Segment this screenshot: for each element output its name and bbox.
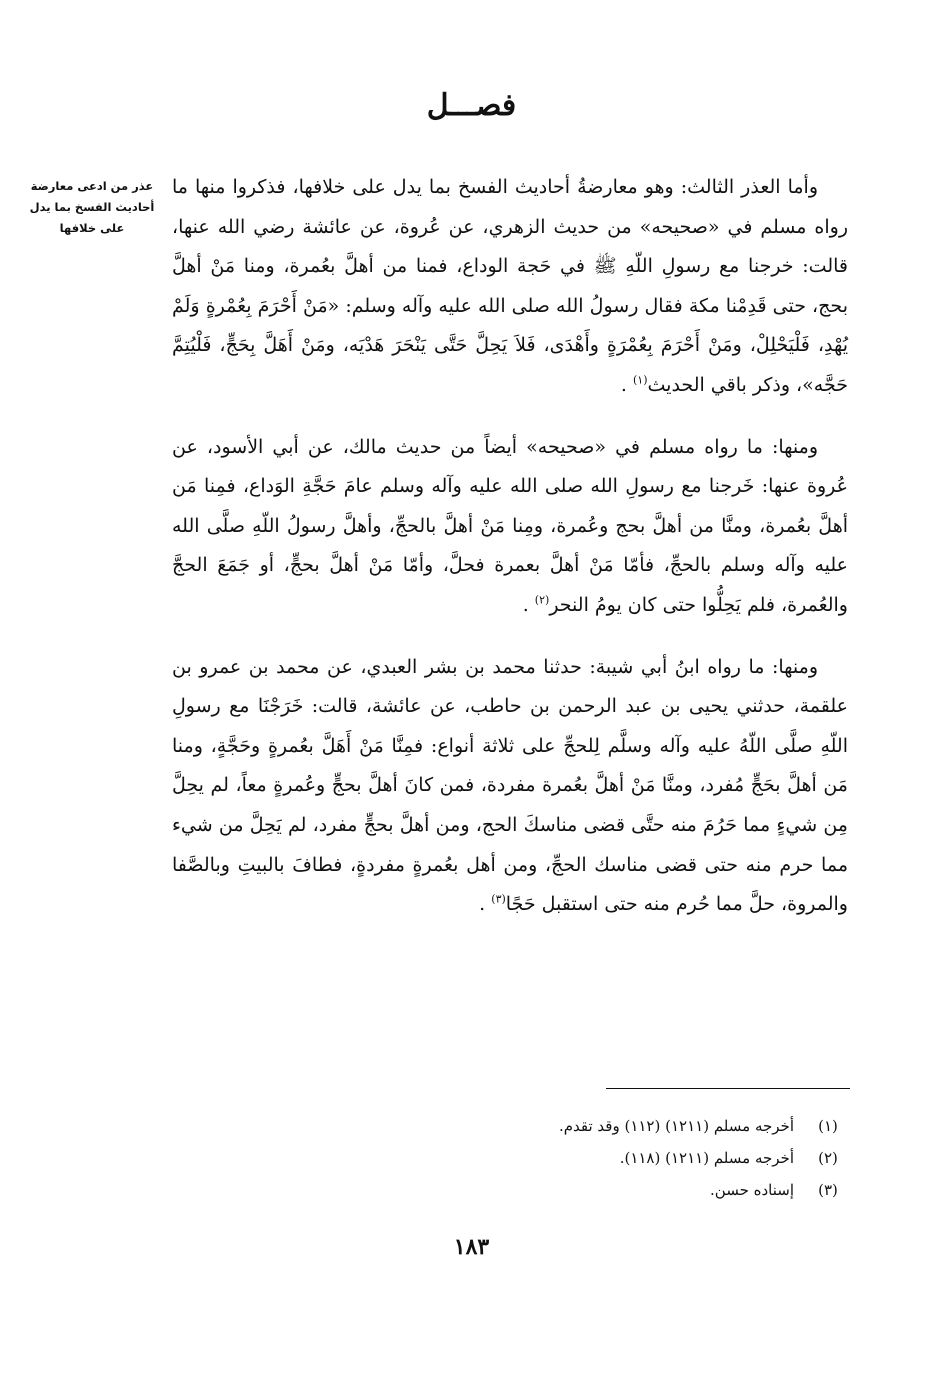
paragraph-text: ومنها: ما رواه ابنُ أبي شيبة: حدثنا محمد بن بشر العبدي، عن محمد بن عمرو بن علقمة، حدثني يحيى بن عبد الرحمن بن حاطب، عن عائشة، قالت: خَرَجْنَا مع رسولِ اللّهِ صلَّى اللّهُ عليه وآله وسلَّم لِلحجِّ على ثلاثة أنواع: فمِنَّا مَنْ أَهَلَّ بعُمرةٍ وحَجَّةٍ، ومنا مَن أهلَّ بحَجٍّ مُفرد، ومنَّا مَنْ أهلَّ بعُمرة مفردة، فمن كانَ أهلَّ بحجٍّ وعُمرةٍ معاً، لم يحِلَّ مِن شيءٍ مما حَرُمَ منه حتَّى قضى مناسكَ الحج، ومن أهلَّ بحجٍّ مفرد، لم يَحِلَّ من شيء مما حرم منه حتى قضى مناسك الحجِّ، ومن أهل بعُمرةٍ مفردةٍ، فطافَ بالبيتِ وبالصَّفا والمروة، حلَّ مما حُرم منه حتى استقبل حَجًا [172, 655, 848, 916]
footnote-number: (١) [818, 1117, 838, 1135]
footnote [172, 1142, 848, 1174]
footnote [172, 1174, 848, 1206]
footnote-text: أخرجه مسلم (١٢١١) (١١٢) وقد تقدم. [558, 1117, 794, 1135]
paragraph: ومنها: ما رواه مسلم في «صحيحه» أيضاً من حديث مالك، عن أبي الأسود، عن عُروة عنها: خَرجنا مع رسولِ الله صلى الله عليه وآله وسلم عامَ حَجَّةِ الوَداع، فمِنا مَن أهلَّ بعُمرة، ومنَّا من أهلَّ بحج وعُمرة، ومِنا مَنْ أهلَّ بالحجِّ، وأهلَّ رسولُ اللّهِ صلَّى الله عليه وآله وسلم بالحجِّ، فأمّا مَنْ أهلَّ بعمرة فحلَّ، وأمّا مَنْ أهلَّ بحجٍّ، أو جَمَعَ الحجَّ والعُمرة، فلم يَحِلُّوا حتى كان يومُ النحر$^{(٢)}$ . [172, 435, 848, 616]
paragraph: وأما العذر الثالث: وهو معارضةُ أحاديث الفسخ بما يدل على خلافها، فذكروا منها ما رواه مسلم في «صحيحه» من حديث الزهري، عن عُروة، عن عائشة رضي الله عنها، قالت: خرجنا مع رسولِ اللّهِ ﷺ في حَجة الوداع، فمنا من أهلَّ بعُمرة، ومنا مَنْ أهلَّ بحج، حتى قَدِمْنا مكة فقال رسولُ الله صلى الله عليه وآله وسلم: «مَنْ أَحْرَمَ بِعُمْرةٍ وَلَمْ يُهْدِ، فَلْيَحْلِلْ، ومَنْ أَحْرَمَ بِعُمْرَةٍ وأَهْدَى، فَلاَ يَحِلَّ حَتَّى يَنْحَرَ هَدْيَه، ومَنْ أَهَلَّ بِحَجٍّ، فَلْيُتِمَّ حَجَّه»، وذكر باقي الحديث$^{(١)}$ . [172, 176, 848, 396]
footnotes [172, 1110, 848, 1206]
paragraph: ومنها: ما رواه ابنُ أبي شيبة: حدثنا محمد بن بشر العبدي، عن محمد بن عمرو بن علقمة، حدثني يحيى بن عبد الرحمن بن حاطب، عن عائشة، قالت: خَرَجْنَا مع رسولِ اللّهِ صلَّى اللّهُ عليه وآله وسلَّم لِلحجِّ على ثلاثة أنواع: فمِنَّا مَنْ أَهَلَّ بعُمرةٍ وحَجَّةٍ، ومنا مَن أهلَّ بحَجٍّ مُفرد، ومنَّا مَنْ أهلَّ بعُمرة مفردة، فمن كانَ أهلَّ بحجٍّ وعُمرةٍ معاً، لم يحِلَّ مِن شيءٍ مما حَرُمَ منه حتَّى قضى مناسكَ الحج، ومن أهلَّ بحجٍّ مفرد، لم يَحِلَّ من شيء مما حرم منه حتى قضى مناسك الحجِّ، ومن أهل بعُمرةٍ مفردةٍ، فطافَ بالبيتِ وبالصَّفا والمروة، حلَّ مما حُرم منه حتى استقبل حَجًا$^{(٣)}$ . [172, 655, 848, 916]
footnote-number: (٣) [818, 1181, 838, 1199]
main-text [172, 168, 848, 925]
footnote-ref[interactable]: (١) [633, 373, 648, 387]
footnote-text: أخرجه مسلم (١٢١١) (١١٨). [619, 1149, 794, 1167]
paragraph-text: وأما العذر الثالث: وهو معارضةُ أحاديث الفسخ بما يدل على خلافها، فذكروا منها ما رواه مسلم في «صحيحه» من حديث الزهري، عن عُروة، عن عائشة رضي الله عنها، قالت: خرجنا مع رسولِ اللّهِ ﷺ في حَجة الوداع، فمنا من أهلَّ بعُمرة، ومنا مَنْ أهلَّ بحج، حتى قَدِمْنا مكة فقال رسولُ الله صلى الله عليه وآله وسلم: «مَنْ أَحْرَمَ بِعُمْرةٍ وَلَمْ يُهْدِ، فَلْيَحْلِلْ، ومَنْ أَحْرَمَ بِعُمْرَةٍ وأَهْدَى، فَلاَ يَحِلَّ حَتَّى يَنْحَرَ هَدْيَه، ومَنْ أَهَلَّ بِحَجٍّ، فَلْيُتِمَّ حَجَّه»، وذكر باقي الحديث [172, 176, 848, 396]
margin-note: عذر من ادعى معارضة أحاديث الفسخ بما يدل على خلافها [29, 179, 155, 235]
paragraph-text: ومنها: ما رواه مسلم في «صحيحه» أيضاً من حديث مالك، عن أبي الأسود، عن عُروة عنها: خَرجنا مع رسولِ الله صلى الله عليه وآله وسلم عامَ حَجَّةِ الوَداع، فمِنا مَن أهلَّ بعُمرة، ومنَّا من أهلَّ بحج وعُمرة، ومِنا مَنْ أهلَّ بالحجِّ، وأهلَّ رسولُ اللّهِ صلَّى الله عليه وآله وسلم بالحجِّ، فأمّا مَنْ أهلَّ بعمرة فحلَّ، وأمّا مَنْ أهلَّ بحجٍّ، أو جَمَعَ الحجَّ والعُمرة، فلم يَحِلُّوا حتى كان يومُ النحر [172, 435, 848, 616]
section-title: فصـــل [426, 88, 517, 123]
footnote-number: (٢) [818, 1149, 838, 1167]
page-number: ١٨٣ [453, 1234, 490, 1260]
footnote-ref[interactable]: (٢) [534, 593, 550, 607]
footnote-ref[interactable]: (٣) [491, 892, 506, 906]
footnote-text: إسناده حسن. [710, 1181, 794, 1199]
footnote-separator [606, 1088, 850, 1089]
footnote [172, 1110, 848, 1142]
